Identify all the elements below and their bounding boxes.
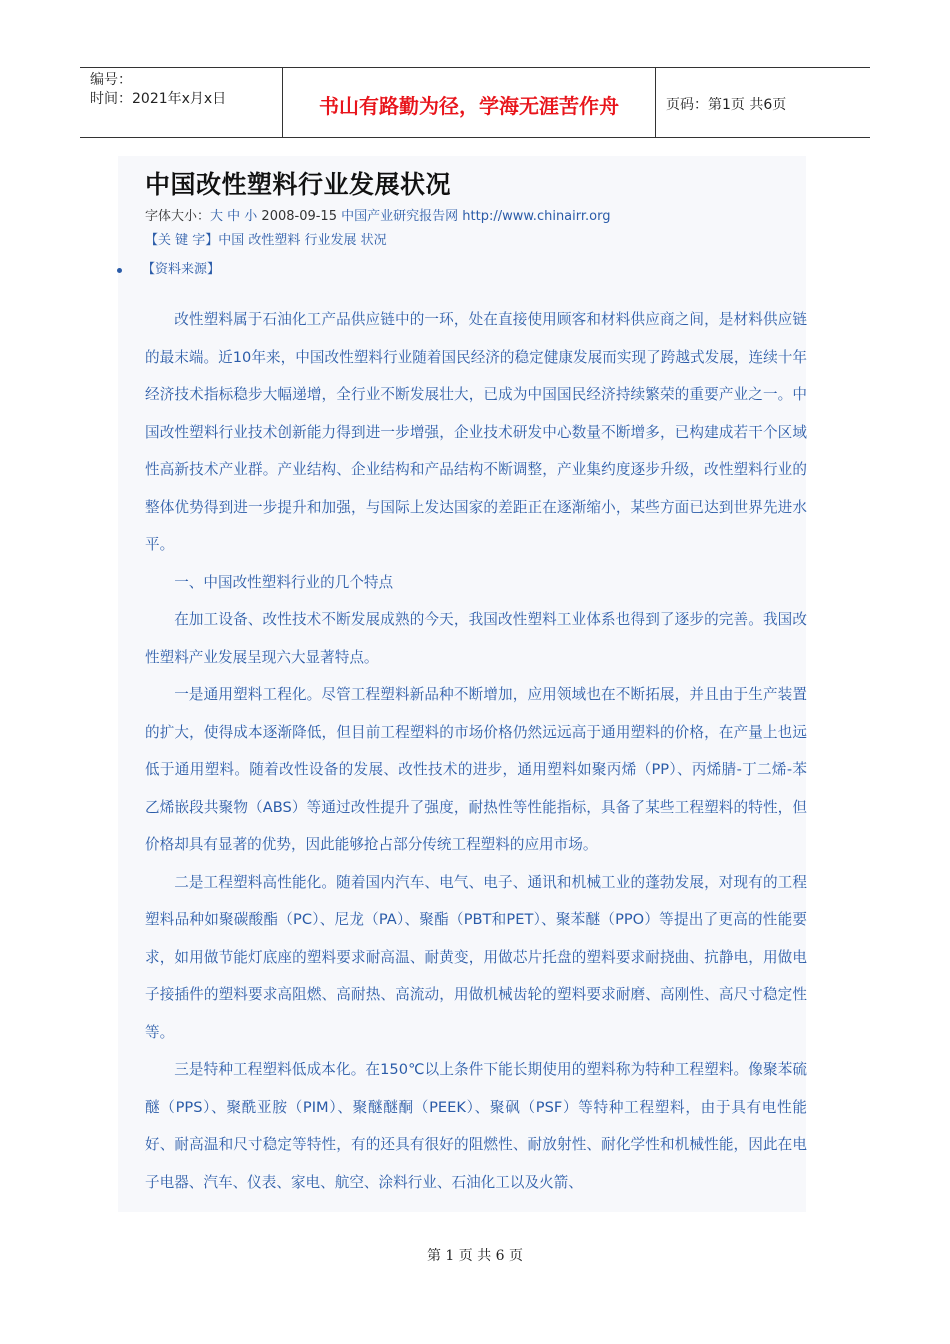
source-label: 【资料来源】: [142, 262, 221, 277]
article-body: [145, 301, 807, 1201]
article-date: 2008-09-15: [261, 209, 337, 224]
font-size-label: 字体大小：: [145, 209, 211, 224]
document-number-label: 编号：: [90, 72, 132, 88]
paragraph: 一是通用塑料工程化。尽管工程塑料新品种不断增加，应用领域也在不断拓展，并且由于生产装置的扩大，使得成本逐渐降低，但目前工程塑料的市场价格仍然远远高于通用塑料的价格，在产量上也远低于通用塑料。随着改性设备的发展、改性技术的进步，通用塑料如聚丙烯（PP）、丙烯腈-丁二烯-苯乙烯嵌段共聚物（ABS）等通过改性提升了强度，耐热性等性能指标，具备了某些工程塑料的特性，但价格却具有显著的优势，因此能够抢占部分传统工程塑料的应用市场。: [145, 686, 807, 853]
header-info-cell: [80, 68, 283, 137]
font-size-options[interactable]: 大 中 小: [210, 209, 258, 224]
paragraph: 在加工设备、改性技术不断发展成熟的今天，我国改性塑料工业体系也得到了逐步的完善。我国改性塑料产业发展呈现六大显著特点。: [145, 611, 807, 666]
article-keywords: 【关 键 字】中国 改性塑料 行业发展 状况: [145, 233, 387, 248]
document-header: [80, 67, 870, 138]
paragraph: 三是特种工程塑料低成本化。在150℃以上条件下能长期使用的塑料称为特种工程塑料。像聚苯硫醚（PPS）、聚酰亚胺（PIM）、聚醚醚酮（PEEK）、聚砜（PSF）等特种工程塑料，由于具有电性能好、耐高温和尺寸稳定等特性，有的还具有很好的阻燃性、耐放射性、耐化学性和机械性能，因此在电子电器、汽车、仪表、家电、航空、涂料行业、石油化工以及火箭、: [145, 1061, 807, 1191]
header-page-info: 页码：第1页 共6页: [666, 96, 787, 113]
article-title: 中国改性塑料行业发展状况: [145, 170, 452, 199]
document-time-label: 时间：2021年x月x日: [90, 91, 227, 107]
section-heading: 一、中国改性塑料行业的几个特点: [174, 573, 394, 591]
paragraph: 改性塑料属于石油化工产品供应链中的一环，处在直接使用顾客和材料供应商之间，是材料供应链的最末端。近10年来，中国改性塑料行业随着国民经济的稳定健康发展而实现了跨越式发展，连续十年经济技术指标稳步大幅递增，全行业不断发展壮大，已成为中国国民经济持续繁荣的重要产业之一。中国改性塑料行业技术创新能力得到进一步增强，企业技术研发中心数量不断增多，已构建成若干个区域性高新技术产业群。产业结构、企业结构和产品结构不断调整，产业集约度逐步升级，改性塑料行业的整体优势得到进一步提升和加强，与国际上发达国家的差距正在逐渐缩小，某些方面已达到世界先进水平。: [145, 311, 807, 553]
article-header: [145, 160, 805, 251]
header-motto: 书山有路勤为径，学海无涯苦作舟: [283, 68, 656, 137]
source-url-link[interactable]: http://www.chinairr.org: [462, 209, 611, 224]
bullet-icon: [117, 268, 122, 273]
article-meta: [145, 207, 805, 227]
source-site-link[interactable]: 中国产业研究报告网: [341, 209, 459, 224]
page-footer: 第 1 页 共 6 页: [426, 1248, 524, 1264]
source-list-item: [117, 260, 220, 280]
paragraph: 二是工程塑料高性能化。随着国内汽车、电气、电子、通讯和机械工业的蓬勃发展，对现有的工程塑料品种如聚碳酸酯（PC）、尼龙（PA）、聚酯（PBT和PET）、聚苯醚（PPO）等提出了更高的性能要求，如用做节能灯底座的塑料要求耐高温、耐黄变，用做芯片托盘的塑料要求耐挠曲、抗静电，用做电子接插件的塑料要求高阻燃、高耐热、高流动，用做机械齿轮的塑料要求耐磨、高刚性、高尺寸稳定性等。: [145, 873, 807, 1041]
